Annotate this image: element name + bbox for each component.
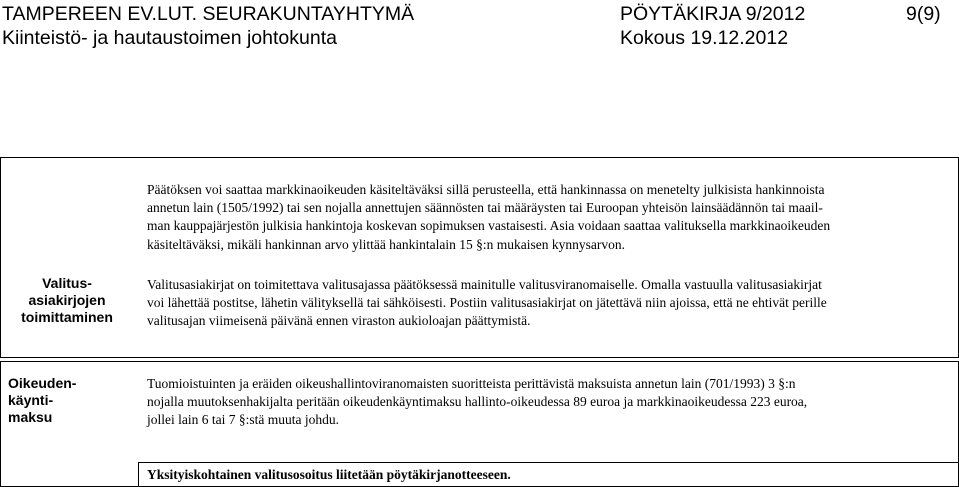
- header-document: PÖYTÄKIRJA 9/2012: [620, 3, 806, 25]
- appeal-delivery-paragraph: [147, 276, 827, 331]
- appeal-delivery-line: voi lähettää postitse, lähetin välityksellä tai sähköisesti. Postiin valitusasiakirjat on jätettävä niin ajoissa, että ne ehtivät perille: [147, 295, 827, 311]
- header-org: TAMPEREEN EV.LUT. SEURAKUNTAYHTYMÄ: [2, 3, 415, 25]
- court-fee-line: nojalla muutoksenhakijalta peritään oikeudenkäyntimaksu hallinto-oikeudessa 89 euroa ja markkinaoikeudessa 223 euroa,: [147, 394, 808, 410]
- court-fee-label: Oikeuden- käynti- maksu: [8, 375, 77, 425]
- procurement-line: käsiteltäväksi, mikäli hankinnan arvo ylittää hankintalain 15 §:n mukaisen kynnysarvon.: [147, 236, 626, 252]
- procurement-line: man kauppajärjestön julkisia hankintoja koskevan sopimuksen vastaisesti. Asia voidaan saattaa valituksella markkinaoikeuden: [147, 218, 831, 234]
- court-fee-line: Tuomioistuinten ja eräiden oikeushallintoviranomaisten suoritteista perittävistä maksuista annetun lain (701/1993) 3 §:n: [147, 376, 796, 391]
- court-fee-line: jollei lain 6 tai 7 §:stä muuta johdu.: [147, 412, 339, 428]
- procurement-line: Päätöksen voi saattaa markkinaoikeuden käsiteltäväksi sillä perusteella, että hankinnassa on menetelty julkisista hankinnoista: [147, 182, 825, 197]
- procurement-paragraph: [147, 181, 830, 254]
- court-fee-paragraph: [147, 375, 807, 430]
- header-meeting: Kokous 19.12.2012: [620, 27, 789, 49]
- closing-note: Yksityiskohtainen valitusosoitus liitetään pöytäkirjanotteeseen.: [147, 467, 511, 482]
- header-board: Kiinteistö- ja hautaustoimen johtokunta: [2, 27, 337, 49]
- appeal-delivery-line: Valitusasiakirjat on toimitettava valitusajassa päätöksessä mainitulle valitusviranomaiselle. Omalla vastuulla valitusasiakirjat: [147, 277, 822, 292]
- header-page-number: 9(9): [906, 3, 941, 25]
- procurement-line: annetun lain (1505/1992) tai sen nojalla annettujen säännösten tai määräysten tai Euroopan yhteisön lainsäädännön tai maail-: [147, 200, 823, 216]
- appeal-delivery-label: Valitus- asiakirjojen toimittaminen: [21, 275, 113, 325]
- appeal-delivery-line: valitusajan viimeisenä päivänä ennen viraston aukioloajan päättymistä.: [147, 313, 531, 329]
